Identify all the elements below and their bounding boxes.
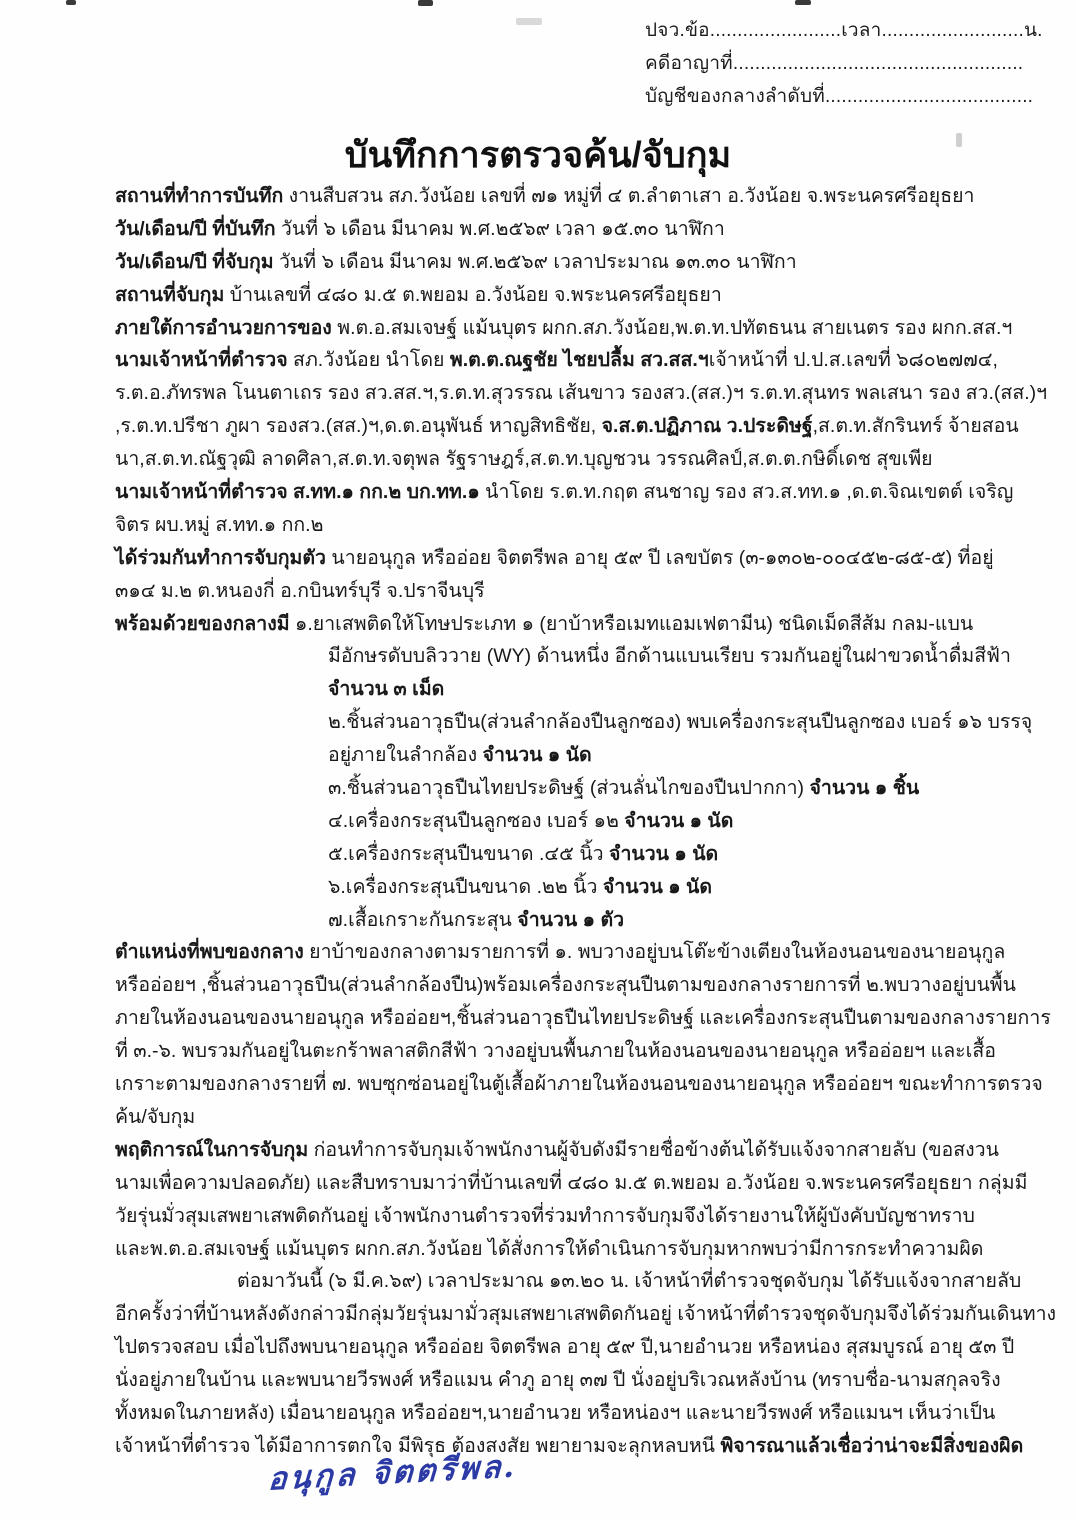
document-line: อีกครั้งว่าที่บ้านหลังดังกล่าวมีกลุ่มวัยรุ่นมามั่วสุมเสพยาเสพติดกันอยู่ เจ้าหน้าที่ตำรวจชุดจับกุมจึงได้ร่วมกันเดินทาง: [115, 1303, 1057, 1326]
document-line: เกราะตามของกลางรายที่ ๗. พบซุกซ่อนอยู่ในตู้เสื้อผ้าภายในห้องนอนของนายอนุกูล หรืออ่อยฯ ขณะทำการตรวจ: [115, 1073, 1043, 1096]
document-line: ที่ ๓.-๖. พบรวมกันอยู่ในตะกร้าพลาสติกสีฟ้า วางอยู่บนพื้นภายในห้องนอนของนายอนุกูล หรืออ่อยฯ และเสื้อ: [115, 1040, 996, 1063]
document-line: พฤติการณ์ในการจับกุม ก่อนทำการจับกุมเจ้าพนักงานผู้จับดังมีรายชื่อข้างต้นได้รับแจ้งจากสายลับ (ขอสงวน: [115, 1138, 999, 1161]
criminal-case-number-line: คดีอาญาที่.....................................................: [645, 53, 1024, 74]
document-line: สถานที่ทำการบันทึก งานสืบสวน สภ.วังน้อย เลขที่ ๗๑ หมู่ที่ ๔ ต.ลำตาเสา อ.วังน้อย จ.พระนครศรีอยุธยา: [115, 185, 975, 207]
document-line: จำนวน ๓ เม็ด: [328, 678, 445, 701]
document-line: หรืออ่อยฯ ,ชิ้นส่วนอาวุธปืน(ส่วนลำกล้องปืน)พร้อมเครื่องกระสุนปืนตามของกลางรายการที่ ๒.พบวางอยู่บนพื้น: [115, 974, 1016, 997]
arrestee-signature: อนุกูล จิตตรีพล.: [267, 1448, 519, 1498]
document-line: นามเจ้าหน้าที่ตำรวจ สภ.วังน้อย นำโดย พ.ต.ต.ณฐชัย ไชยปลื้ม สว.สส.ฯเจ้าหน้าที่ ป.ป.ส.เลขที่ ๖๘๐๒๗๗๔,: [115, 349, 998, 372]
scan-artifact: [795, 0, 811, 5]
document-line: นั่งอยู่ภายในบ้าน และพบนายวีรพงศ์ หรือแมน คำภู อายุ ๓๗ ปี นั่งอยู่บริเวณหลังบ้าน (ทราบชื่อ-นามสกุลจริง: [115, 1369, 1001, 1392]
document-line: ๔.เครื่องกระสุนปืนลูกซอง เบอร์ ๑๒ จำนวน ๑ นัด: [328, 809, 734, 832]
document-line: ภายในห้องนอนของนายอนุกูล หรืออ่อยฯ,ชิ้นส่วนอาวุธปืนไทยประดิษฐ์ และเครื่องกระสุนปืนตามของกลางรายการ: [115, 1007, 1051, 1030]
document-line: ต่อมาวันนี้ (๖ มี.ค.๖๙) เวลาประมาณ ๑๓.๒๐ น. เจ้าหน้าที่ตำรวจชุดจับกุม ได้รับแจ้งจากสายลับ: [237, 1270, 1022, 1293]
document-line: ๗.เสื้อเกราะกันกระสุน จำนวน ๑ ตัว: [328, 908, 625, 931]
document-line: ๕.เครื่องกระสุนปืนขนาด .๔๕ นิ้ว จำนวน ๑ นัด: [328, 842, 719, 865]
document-line: ร.ต.อ.ภัทรพล โนนตาเถร รอง สว.สส.ฯ,ร.ต.ท.สุวรรณ เส้นขาว รองสว.(สส.)ฯ ร.ต.ท.สุนทร พลเสนา รอง สว.(สส.)ฯ: [115, 382, 1048, 405]
document-line: จิตร ผบ.หมู่ ส.ทท.๑ กก.๒: [115, 513, 324, 536]
document-line: ตำแหน่งที่พบของกลาง ยาบ้าของกลางตามรายการที่ ๑. พบวางอยู่บนโต๊ะข้างเตียงในห้องนอนของนายอนุกูล: [115, 941, 1006, 964]
document-line: อยู่ภายในลำกล้อง จำนวน ๑ นัด: [328, 744, 592, 767]
document-line: วัยรุ่นมั่วสุมเสพยาเสพติดกันอยู่ เจ้าพนักงานตำรวจที่ร่วมทำการจับกุมจึงได้รายงานให้ผู้บังคับบัญชาทราบ: [115, 1204, 975, 1227]
document-line: วัน/เดือน/ปี ที่บันทึก วันที่ ๖ เดือน มีนาคม พ.ศ.๒๕๖๙ เวลา ๑๕.๓๐ นาฬิกา: [115, 217, 725, 240]
document-line: นามเพื่อความปลอดภัย) และสืบทราบมาว่าที่บ้านเลขที่ ๔๘๐ ม.๕ ต.พยอม อ.วังน้อย จ.พระนครศรีอยุธยา กลุ่มมี: [115, 1171, 1028, 1194]
document-line: ,ร.ต.ท.ปรีชา ภูผา รองสว.(สส.)ฯ,ด.ต.อนุพันธ์ หาญสิทธิชัย, จ.ส.ต.ปฏิภาณ ว.ประดิษฐ์,ส.ต.ท.สักรินทร์ จ้ายสอน: [115, 415, 1019, 438]
document-line: ได้ร่วมกันทำการจับกุมตัว นายอนุกูล หรืออ่อย จิตตรีพล อายุ ๕๙ ปี เลขบัตร (๓-๑๓๐๒-๐๐๔๕๒-๘๕-๕) ที่อยู่: [115, 546, 994, 569]
document-line: ๓๑๔ ม.๒ ต.หนองกี่ อ.กบินทร์บุรี จ.ปราจีนบุรี: [115, 579, 485, 602]
document-line: พร้อมด้วยของกลางมี ๑.ยาเสพติดให้โทษประเภท ๑ (ยาบ้าหรือเมทแอมเฟตามีน) ชนิดเม็ดสีส้ม กลม-แบน: [115, 612, 974, 635]
document-line: นามเจ้าหน้าที่ตำรวจ ส.ทท.๑ กก.๒ บก.ทท.๑ นำโดย ร.ต.ท.กฤต สนชาญ รอง สว.ส.ทท.๑ ,ด.ต.จิณเขตต์ เจริญ: [115, 481, 1014, 504]
document-line: วัน/เดือน/ปี ที่จับกุม วันที่ ๖ เดือน มีนาคม พ.ศ.๒๕๖๙ เวลาประมาณ ๑๓.๓๐ นาฬิกา: [115, 250, 797, 273]
document-line: ไปตรวจสอบ เมื่อไปถึงพบนายอนุกูล หรืออ่อย จิตตรีพล อายุ ๕๙ ปี,นายอำนวย หรือหน่อง สุสมบูรณ์ อายุ ๕๓ ปี: [115, 1336, 1015, 1359]
daily-report-entry-line: ปจว.ข้อ........................เวลา..........................น.: [645, 20, 1043, 41]
document-line: ๓.ชิ้นส่วนอาวุธปืนไทยประดิษฐ์ (ส่วนลั่นไกของปืนปากกา) จำนวน ๑ ชิ้น: [328, 777, 920, 800]
document-title: บันทึกการตรวจค้น/จับกุม: [344, 134, 732, 175]
document-line: ค้น/จับกุม: [115, 1105, 196, 1128]
document-line: นา,ส.ต.ท.ณัฐวุฒิ ลาดศิลา,ส.ต.ท.จตุพล รัฐราษฎร์,ส.ต.ท.บุญชวน วรรณศิลป์,ส.ต.ต.กษิดิ์เดช สุขเพีย: [115, 448, 933, 471]
case-header-block: [645, 14, 1065, 113]
scan-artifact: [66, 0, 76, 5]
document-body: [115, 180, 1063, 1463]
document-line: มีอักษรดับบลิววาย (WY) ด้านหนึ่ง อีกด้านแบนเรียบ รวมกันอยู่ในฝาขวดน้ำดื่มสีฟ้า: [328, 645, 1011, 668]
document-line: ๖.เครื่องกระสุนปืนขนาด .๒๒ นิ้ว จำนวน ๑ นัด: [328, 875, 713, 898]
document-line: เจ้าหน้าที่ตำรวจ ได้มีอาการตกใจ มีพิรุธ ต้องสงสัย พยายามจะลุกหลบหนี พิจารณาแล้วเชื่อว่าน่าจะมีสิ่งของผิด: [115, 1434, 1024, 1457]
document-line: ทั้งหมดในภายหลัง) เมื่อนายอนุกูล หรืออ่อยฯ,นายอำนวย หรือหน่องฯ และนายวีรพงศ์ หรือแมนฯ เห็นว่าเป็น: [115, 1401, 996, 1424]
scan-artifact: [418, 0, 433, 6]
document-line: สถานที่จับกุม บ้านเลขที่ ๔๘๐ ม.๕ ต.พยอม อ.วังน้อย จ.พระนครศรีอยุธยา: [115, 283, 722, 306]
evidence-ledger-number-line: บัญชีของกลางลำดับที่......................................: [645, 86, 1034, 107]
document-line: ๒.ชิ้นส่วนอาวุธปืน(ส่วนลำกล้องปืนลูกซอง) พบเครื่องกระสุนปืนลูกซอง เบอร์ ๑๖ บรรจุ: [328, 711, 1033, 734]
document-line: ภายใต้การอำนวยการของ พ.ต.อ.สมเจษฐ์ แม้นบุตร ผกก.สภ.วังน้อย,พ.ต.ท.ปทัตธนน สายเนตร รอง ผกก.สส.ฯ: [115, 316, 1013, 339]
document-line: และพ.ต.อ.สมเจษฐ์ แม้นบุตร ผกก.สภ.วังน้อย ได้สั่งการให้ดำเนินการจับกุมหากพบว่ามีการกระทำความผิด: [115, 1237, 984, 1260]
scan-artifact: [516, 18, 542, 25]
